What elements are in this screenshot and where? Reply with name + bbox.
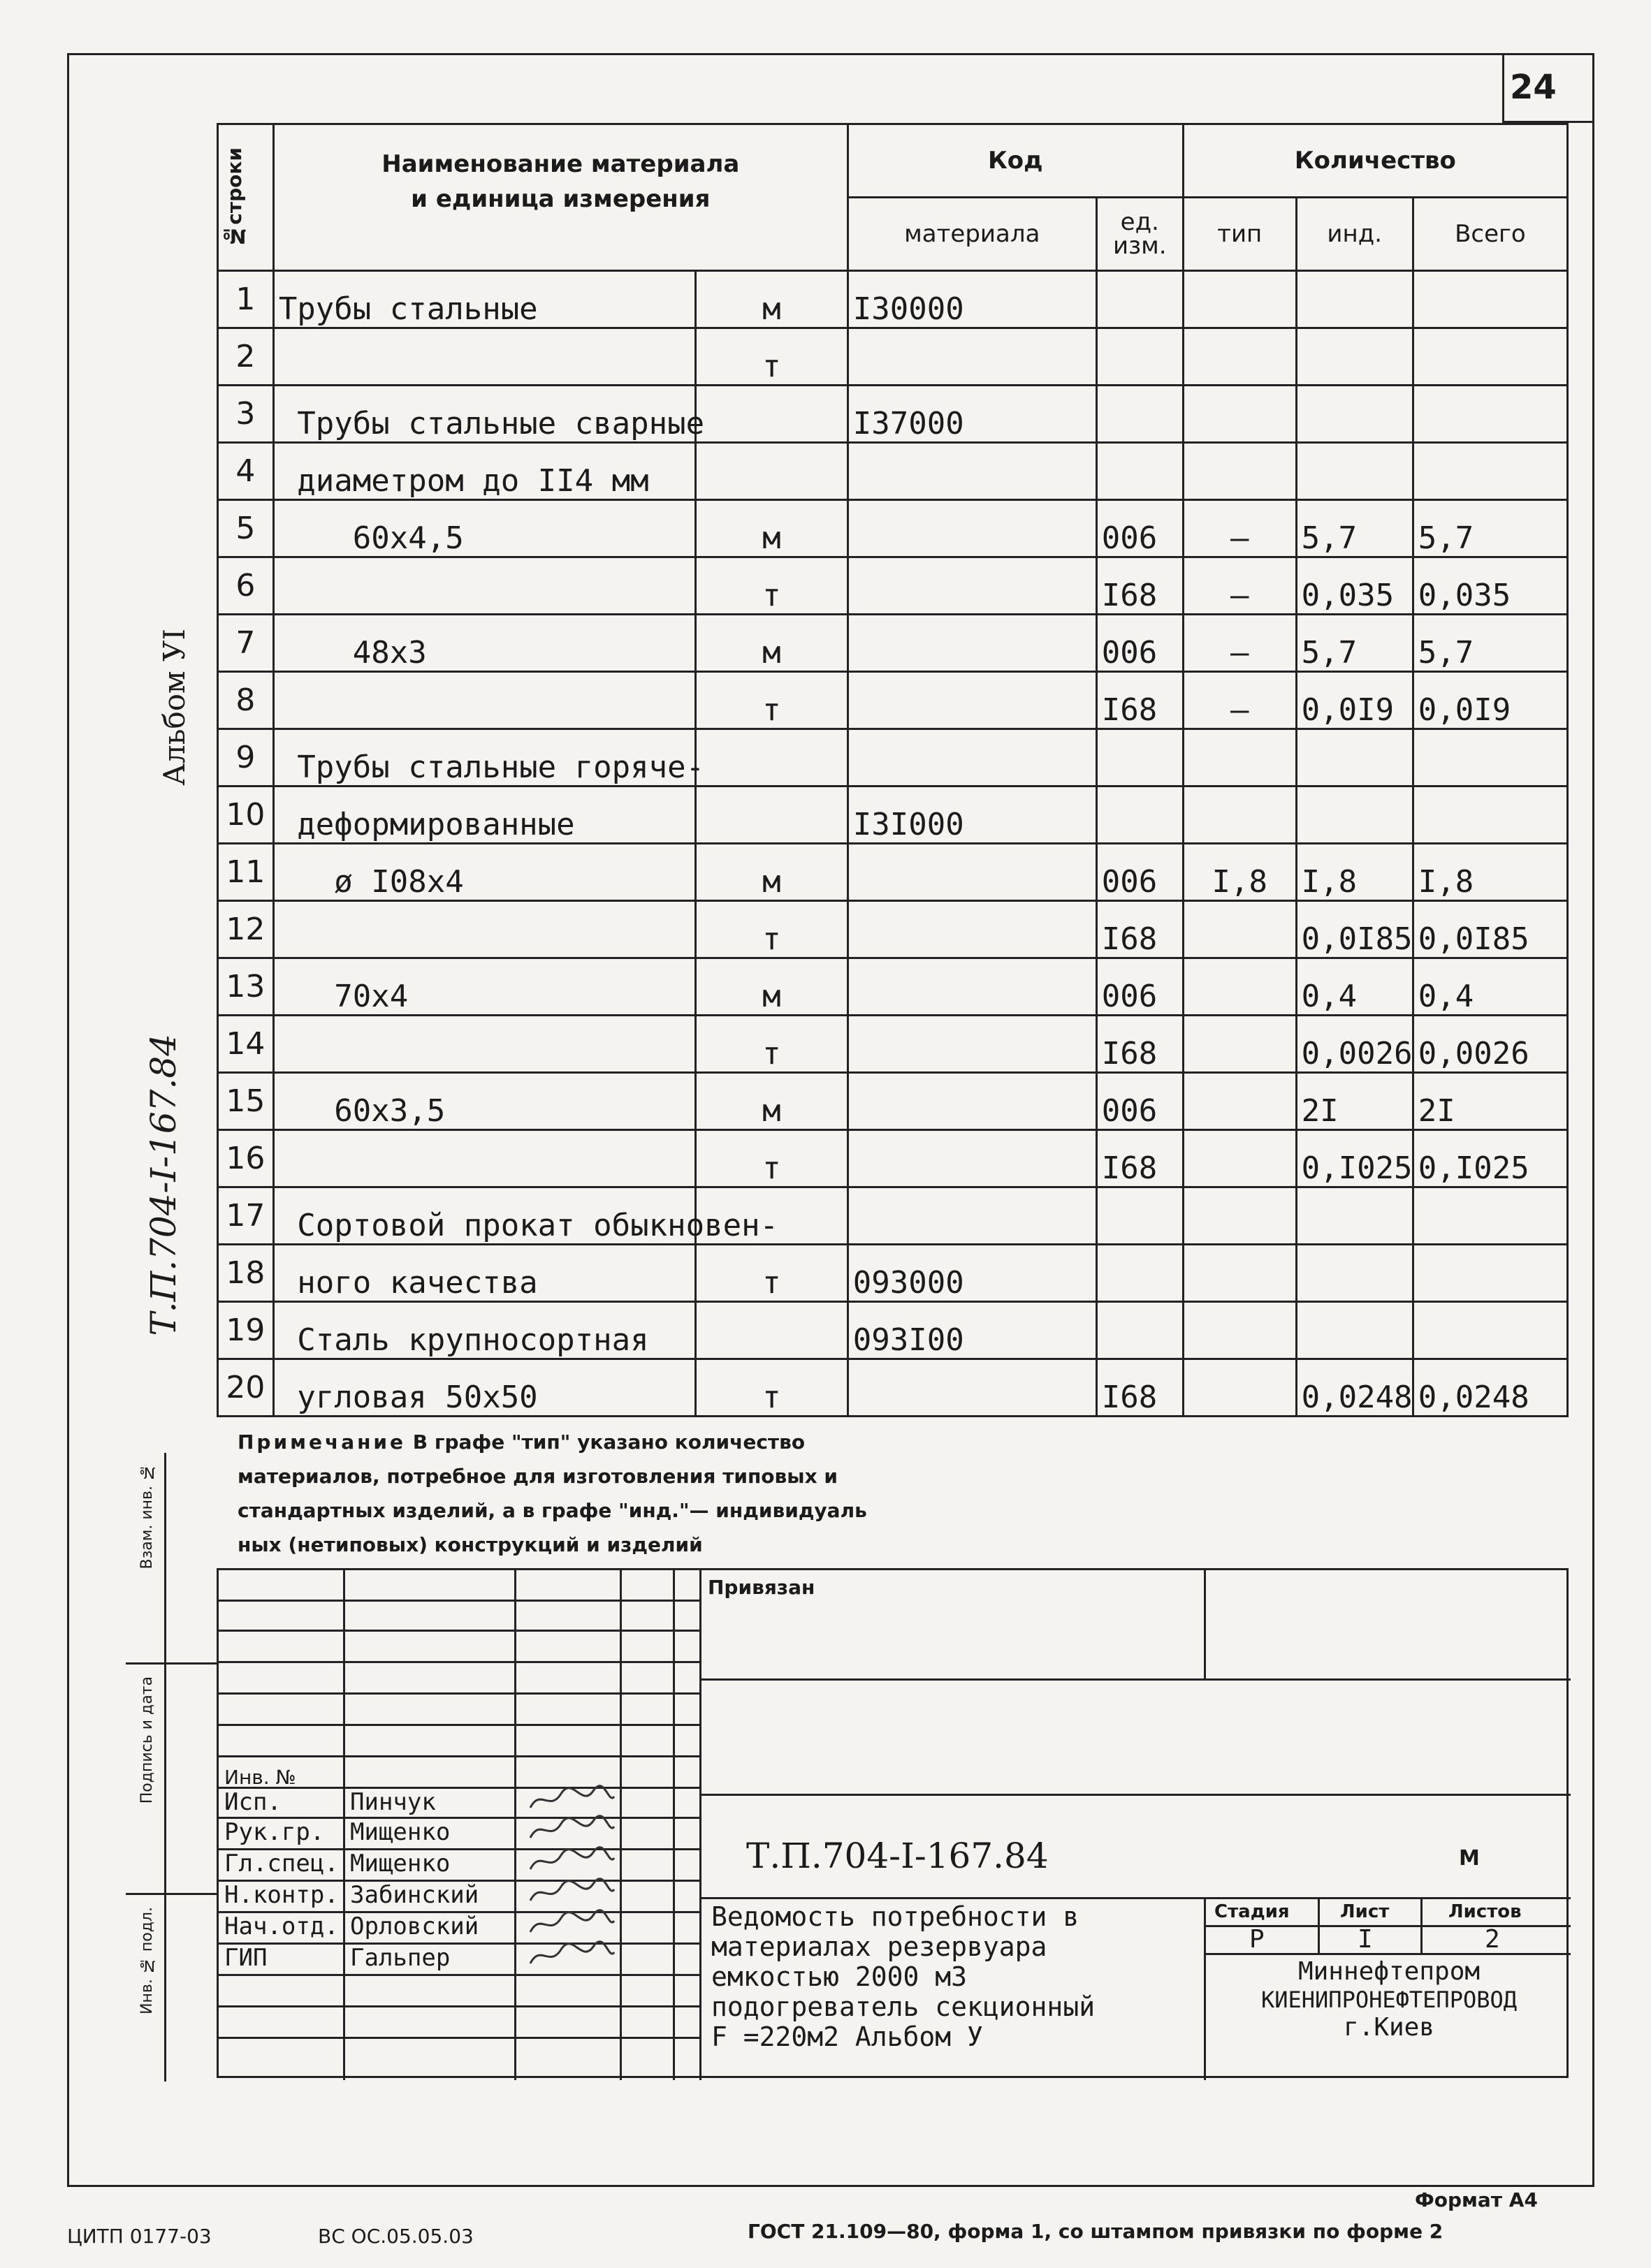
material-code (848, 615, 1096, 672)
unit-of-measure: т (695, 901, 848, 958)
unit-code (1096, 787, 1183, 844)
row-number: 5 (218, 500, 274, 557)
qty-type (1183, 1187, 1296, 1245)
material-name (273, 328, 695, 386)
qty-ind (1296, 328, 1413, 386)
qty-total: 0,0I85 (1413, 901, 1567, 958)
row-number: 8 (218, 672, 274, 729)
unit-code (1096, 729, 1183, 787)
unit-of-measure (695, 729, 848, 787)
unit-code: I68 (1096, 672, 1183, 729)
qty-type (1183, 1130, 1296, 1187)
row-number: 20 (218, 1359, 274, 1417)
code-material-header: материала (848, 198, 1096, 271)
material-name: ного качества (273, 1245, 695, 1302)
table-row (218, 1245, 1568, 1302)
stamp-person-name: Гальпер (350, 1944, 451, 1972)
row-number: 3 (218, 386, 274, 443)
qty-type: – (1183, 557, 1296, 615)
qty-type (1183, 328, 1296, 386)
material-code (848, 557, 1096, 615)
qty-total: 0,035 (1413, 557, 1567, 615)
unit-of-measure: т (695, 557, 848, 615)
qty-ind: 0,4 (1296, 958, 1413, 1016)
inv-no-label: Инв. № (224, 1766, 296, 1789)
row-number: 15 (218, 1073, 274, 1130)
unit-of-measure: м (695, 271, 848, 328)
unit-code: 006 (1096, 500, 1183, 557)
unit-of-measure: м (695, 500, 848, 557)
qty-total: 0,0026 (1413, 1016, 1567, 1073)
qty-total: 0,0I9 (1413, 672, 1567, 729)
material-name: деформированные (273, 787, 695, 844)
table-row (218, 1187, 1568, 1245)
material-name: диаметром до II4 мм (273, 443, 695, 500)
material-code (848, 1359, 1096, 1417)
qty-type (1183, 1302, 1296, 1359)
unit-code: 006 (1096, 1073, 1183, 1130)
privyazan-label: Привязан (708, 1576, 815, 1599)
table-row (218, 787, 1568, 844)
qty-ind (1296, 787, 1413, 844)
side-line-2 (126, 1893, 217, 1895)
stage-value: Р (1249, 1925, 1265, 1954)
unit-code: 006 (1096, 615, 1183, 672)
album-label: Альбом УI (157, 629, 191, 786)
qty-type (1183, 958, 1296, 1016)
material-name (273, 557, 695, 615)
qty-type (1183, 1245, 1296, 1302)
side-line-1 (126, 1662, 217, 1665)
material-code: I37000 (848, 386, 1096, 443)
unit-code (1096, 443, 1183, 500)
unit-of-measure: т (695, 1359, 848, 1417)
row-number: 6 (218, 557, 274, 615)
material-name: Трубы стальные (273, 271, 695, 328)
table-row (218, 729, 1568, 787)
signature (526, 1845, 617, 1873)
material-code (848, 901, 1096, 958)
qty-total (1413, 729, 1567, 787)
signature (526, 1784, 617, 1812)
table-row (218, 901, 1568, 958)
material-name (273, 672, 695, 729)
row-number: 19 (218, 1302, 274, 1359)
unit-of-measure: м (695, 1073, 848, 1130)
side-podpis: Подпись и дата (138, 1676, 156, 1804)
material-code (848, 328, 1096, 386)
stamp-person-name: Пинчук (350, 1788, 436, 1816)
material-code (848, 1073, 1096, 1130)
signature (526, 1814, 617, 1842)
page-number: 24 (1502, 53, 1594, 123)
material-code (848, 844, 1096, 901)
stamp-person-name: Забинский (350, 1881, 479, 1909)
table-row (218, 271, 1568, 328)
unit-code: I68 (1096, 1359, 1183, 1417)
qty-ind (1296, 1187, 1413, 1245)
unit-code: 006 (1096, 844, 1183, 901)
material-code: I30000 (848, 271, 1096, 328)
unit-of-measure (695, 787, 848, 844)
qty-total: 2I (1413, 1073, 1567, 1130)
qty-ind: 2I (1296, 1073, 1413, 1130)
material-name (273, 1130, 695, 1187)
row-number: 10 (218, 787, 274, 844)
qty-type (1183, 443, 1296, 500)
row-number: 11 (218, 844, 274, 901)
sheets-value: 2 (1485, 1925, 1500, 1954)
qty-total (1413, 787, 1567, 844)
qty-type (1183, 271, 1296, 328)
qty-total (1413, 1187, 1567, 1245)
side-inv-podl: Инв. № подл. (138, 1907, 156, 2014)
qty-total (1413, 328, 1567, 386)
scale-mark: М (1459, 1846, 1480, 1871)
note-title: Примечание (238, 1431, 407, 1454)
unit-code (1096, 1187, 1183, 1245)
material-code: 093000 (848, 1245, 1096, 1302)
qty-total: 0,4 (1413, 958, 1567, 1016)
unit-code: 006 (1096, 958, 1183, 1016)
stamp-role: Гл.спец. (224, 1850, 339, 1878)
material-name: Сортовой прокат обыкновен- (273, 1187, 695, 1245)
material-code: 093I00 (848, 1302, 1096, 1359)
table-row (218, 1302, 1568, 1359)
material-code (848, 1016, 1096, 1073)
qty-type (1183, 1359, 1296, 1417)
qty-type (1183, 1016, 1296, 1073)
material-name: Трубы стальные сварные (273, 386, 695, 443)
qty-ind: 0,0248 (1296, 1359, 1413, 1417)
unit-code: I68 (1096, 1130, 1183, 1187)
table-row (218, 844, 1568, 901)
qty-ind: 5,7 (1296, 500, 1413, 557)
material-code (848, 1130, 1096, 1187)
unit-of-measure: м (695, 844, 848, 901)
stamp-person-name: Орловский (350, 1912, 479, 1940)
note (238, 1425, 1565, 1562)
side-divider (164, 1453, 166, 2082)
quantity-header: Количество (1183, 124, 1567, 198)
note-line-4: ных (нетиповых) конструкций и изделий (238, 1533, 703, 1556)
unit-of-measure (695, 386, 848, 443)
unit-code (1096, 271, 1183, 328)
material-code (848, 729, 1096, 787)
qty-total (1413, 1245, 1567, 1302)
table-row (218, 672, 1568, 729)
footer-left: ЦИТП 0177-03 (67, 2225, 212, 2248)
side-inv-vzam: Взам. инв. № (138, 1463, 156, 1570)
qty-ind: 5,7 (1296, 615, 1413, 672)
unit-code: I68 (1096, 1016, 1183, 1073)
table-row (218, 1359, 1568, 1417)
table-row (218, 328, 1568, 386)
signature (526, 1908, 617, 1936)
unit-code (1096, 386, 1183, 443)
stamp-role: Нач.отд. (224, 1912, 339, 1940)
row-no-header: №строки (218, 124, 274, 271)
qty-total: 5,7 (1413, 500, 1567, 557)
table-row (218, 557, 1568, 615)
table-row (218, 386, 1568, 443)
qty-total (1413, 386, 1567, 443)
unit-code: I68 (1096, 901, 1183, 958)
material-code (848, 1187, 1096, 1245)
table-row (218, 958, 1568, 1016)
unit-of-measure: т (695, 672, 848, 729)
material-code (848, 443, 1096, 500)
stamp-person-name: Мищенко (350, 1850, 451, 1878)
qty-type (1183, 787, 1296, 844)
unit-of-measure: м (695, 958, 848, 1016)
qty-type (1183, 729, 1296, 787)
unit-of-measure (695, 443, 848, 500)
ind-header: инд. (1296, 198, 1413, 271)
material-code (848, 958, 1096, 1016)
material-name: Трубы стальные горяче- (273, 729, 695, 787)
qty-ind (1296, 386, 1413, 443)
total-header: Всего (1413, 198, 1567, 271)
qty-ind (1296, 443, 1413, 500)
table-row (218, 500, 1568, 557)
unit-code: I68 (1096, 557, 1183, 615)
qty-ind (1296, 1302, 1413, 1359)
note-line-2: материалов, потребное для изготовления типовых и (238, 1465, 838, 1488)
unit-of-measure: т (695, 1016, 848, 1073)
table-row (218, 1073, 1568, 1130)
unit-code (1096, 1302, 1183, 1359)
row-number: 12 (218, 901, 274, 958)
material-name: Сталь крупносортная (273, 1302, 695, 1359)
footer-gost: ГОСТ 21.109—80, форма 1, со штампом привязки по форме 2 (748, 2220, 1443, 2243)
code-header: Код (848, 124, 1183, 198)
type-header: тип (1183, 198, 1296, 271)
material-code: I3I000 (848, 787, 1096, 844)
material-name: 70х4 (273, 958, 695, 1016)
document-title: Ведомость потребности в материалах резервуара емкостью 2000 м3 подогреватель секционный F =220м2 Альбом У (711, 1901, 1096, 2052)
row-number: 16 (218, 1130, 274, 1187)
qty-ind: 0,0I9 (1296, 672, 1413, 729)
qty-type: I,8 (1183, 844, 1296, 901)
unit-of-measure: т (695, 328, 848, 386)
qty-total: 0,0248 (1413, 1359, 1567, 1417)
qty-total: 5,7 (1413, 615, 1567, 672)
signature (526, 1877, 617, 1905)
qty-type: – (1183, 672, 1296, 729)
note-line-3: стандартных изделий, а в графе "инд."— индивидуаль (238, 1499, 867, 1522)
material-name: 48х3 (273, 615, 695, 672)
unit-of-measure: м (695, 615, 848, 672)
qty-ind (1296, 1245, 1413, 1302)
material-code (848, 672, 1096, 729)
row-number: 13 (218, 958, 274, 1016)
stage-label: Стадия (1214, 1901, 1290, 1922)
qty-total (1413, 443, 1567, 500)
material-name (273, 1016, 695, 1073)
side-doc-code: Т.П.704-I-167.84 (143, 1034, 184, 1336)
qty-ind: I,8 (1296, 844, 1413, 901)
qty-ind: 0,0I85 (1296, 901, 1413, 958)
qty-ind: 0,0026 (1296, 1016, 1413, 1073)
material-code (848, 500, 1096, 557)
qty-type (1183, 1073, 1296, 1130)
signature (526, 1940, 617, 1968)
title-block (217, 1568, 1569, 2078)
row-number: 17 (218, 1187, 274, 1245)
table-row (218, 1130, 1568, 1187)
unit-of-measure: т (695, 1130, 848, 1187)
footer-code: ВС ОС.05.05.03 (318, 2225, 474, 2248)
material-name: 60х4,5 (273, 500, 695, 557)
qty-type: – (1183, 500, 1296, 557)
unit-code (1096, 328, 1183, 386)
material-name (273, 901, 695, 958)
row-number: 4 (218, 443, 274, 500)
material-name: угловая 50х50 (273, 1359, 695, 1417)
qty-ind (1296, 729, 1413, 787)
qty-total: I,8 (1413, 844, 1567, 901)
stamp-role: Исп. (224, 1788, 282, 1816)
qty-total (1413, 271, 1567, 328)
material-name: 60х3,5 (273, 1073, 695, 1130)
row-number: 18 (218, 1245, 274, 1302)
row-number: 14 (218, 1016, 274, 1073)
sheets-label: Листов (1448, 1901, 1522, 1922)
unit-of-measure: т (695, 1245, 848, 1302)
row-number: 7 (218, 615, 274, 672)
unit-code (1096, 1245, 1183, 1302)
sheet-value: I (1358, 1925, 1373, 1954)
footer-format: Формат А4 (1415, 2188, 1538, 2211)
code-unit-header: ед. изм. (1096, 198, 1183, 271)
qty-ind: 0,I025 (1296, 1130, 1413, 1187)
row-number: 2 (218, 328, 274, 386)
qty-type (1183, 386, 1296, 443)
stamp-role: Рук.гр. (224, 1818, 325, 1846)
name-header: Наименование материала и единица измерения (273, 124, 848, 271)
qty-total: 0,I025 (1413, 1130, 1567, 1187)
table-row (218, 1016, 1568, 1073)
qty-type (1183, 901, 1296, 958)
organization: Миннефтепром КИЕНИПРОНЕФТЕПРОВОД г.Киев (1260, 1957, 1518, 2042)
stamp-role: Н.контр. (224, 1881, 339, 1909)
qty-ind (1296, 271, 1413, 328)
material-name: ø I08х4 (273, 844, 695, 901)
sheet-label: Лист (1340, 1901, 1390, 1922)
table-row (218, 443, 1568, 500)
unit-of-measure (695, 1302, 848, 1359)
qty-ind: 0,035 (1296, 557, 1413, 615)
materials-table (217, 123, 1569, 1417)
row-number: 9 (218, 729, 274, 787)
doc-code: Т.П.704-I-167.84 (746, 1836, 1049, 1876)
note-line-1: В графе "тип" указано количество (412, 1431, 806, 1454)
qty-total (1413, 1302, 1567, 1359)
row-number: 1 (218, 271, 274, 328)
table-row (218, 615, 1568, 672)
qty-type: – (1183, 615, 1296, 672)
stamp-person-name: Мищенко (350, 1818, 451, 1846)
stamp-role: ГИП (224, 1944, 268, 1972)
